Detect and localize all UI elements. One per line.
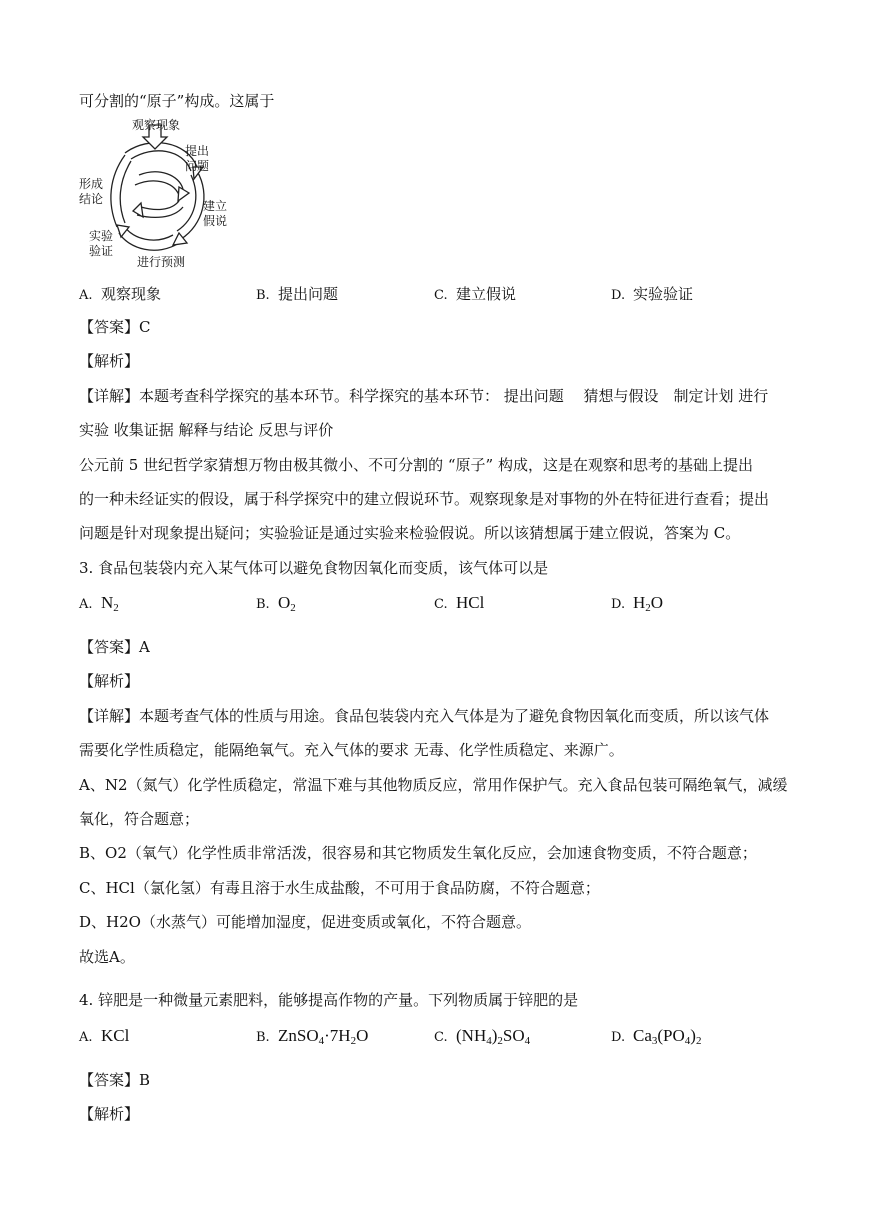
inquiry-cycle-diagram	[79, 115, 239, 275]
label-ask-2: 问题	[185, 159, 210, 173]
q2-detail-line-5: 问题是针对现象提出疑问；实验验证是通过实验来检验假说。所以该猜想属于建立假说，答案为 C。	[79, 524, 741, 542]
label-predict: 进行预测	[137, 255, 186, 269]
q4-answer: 【答案】B	[79, 1071, 151, 1089]
q4-stem: 4. 锌肥是一种微量元素肥料，能够提高作物的产量。下列物质属于锌肥的是	[79, 991, 579, 1009]
label-verify-2: 验证	[89, 244, 114, 258]
q3-detail-line-1: 【详解】本题考查气体的性质与用途。食品包装袋内充入气体是为了避免食物因氧化而变质，所以该气体	[79, 707, 770, 725]
label-conclude-1: 形成	[79, 177, 104, 191]
q2-option-b: B. 提出问题	[256, 285, 339, 303]
q3-choose: 故选A。	[79, 948, 135, 966]
q2-analysis-label: 【解析】	[79, 352, 140, 370]
q4-option-c: C. $(NH_4)_2SO_4$	[434, 1026, 531, 1047]
q2-option-a: A. 观察现象	[79, 285, 162, 303]
q3-option-d: D. $H_2O$	[611, 593, 664, 614]
q3-option-b-explain: B、O2（氧气）化学性质非常活泼，很容易和其它物质发生氧化反应，会加速食物变质，不符合题意；	[79, 844, 757, 862]
q2-detail-line-3: 公元前 5 世纪哲学家猜想万物由极其微小、不可分割的 “原子” 构成，这是在观察和思考的基础上提出	[79, 456, 753, 474]
q4-option-b: B. $ZnSO_4\cdot 7H_2O$	[256, 1026, 369, 1047]
q3-option-d-explain: D、H2O（水蒸气）可能增加湿度，促进变质或氧化，不符合题意。	[79, 913, 531, 931]
q3-detail-line-2: 需要化学性质稳定，能隔绝氧气。充入气体的要求 无毒、化学性质稳定、来源广。	[79, 741, 624, 759]
label-ask-1: 提出	[185, 144, 210, 158]
q2-detail-line-4: 的一种未经证实的假设，属于科学探究中的建立假说环节。观察现象是对事物的外在特征进行查看；提出	[79, 490, 770, 508]
q3-stem: 3. 食品包装袋内充入某气体可以避免食物因氧化而变质，该气体可以是	[79, 559, 549, 577]
q3-analysis-label: 【解析】	[79, 672, 140, 690]
q3-option-a-explain-2: 氧化，符合题意；	[79, 810, 200, 828]
label-hypothesis-1: 建立	[203, 199, 228, 213]
q3-option-a: A. $N_2$	[79, 593, 119, 614]
q2-detail-line-1: 【详解】本题考查科学探究的基本环节。科学探究的基本环节： 提出问题 猜想与假设 制定计划 进行	[79, 387, 769, 405]
q2-detail-line-2: 实验 收集证据 解释与结论 反思与评价	[79, 421, 334, 439]
label-observe: 观察现象	[132, 118, 181, 132]
label-verify-1: 实验	[89, 229, 114, 243]
q2-option-d: D. 实验验证	[611, 285, 694, 303]
q3-answer: 【答案】A	[79, 638, 150, 656]
q3-option-c: C. HCl	[434, 593, 485, 612]
q4-option-a: A. KCl	[79, 1026, 130, 1045]
intro-line: 可分割的“原子”构成。这属于	[79, 92, 275, 110]
q2-option-c: C. 建立假说	[434, 285, 517, 303]
q3-option-a-explain-1: A、N2（氮气）化学性质稳定，常温下难与其他物质反应，常用作保护气。充入食品包装可隔绝氧气，减缓	[79, 776, 788, 794]
q2-answer: 【答案】C	[79, 318, 151, 336]
label-hypothesis-2: 假说	[203, 214, 228, 228]
label-conclude-2: 结论	[79, 192, 104, 206]
q3-option-c-explain: C、HCl（氯化氢）有毒且溶于水生成盐酸，不可用于食品防腐，不符合题意；	[79, 879, 600, 897]
q3-option-b: B. $O_2$	[256, 593, 296, 614]
q4-option-d: D. $Ca_3(PO_4)_2$	[611, 1026, 702, 1047]
q4-analysis-label: 【解析】	[79, 1105, 140, 1123]
